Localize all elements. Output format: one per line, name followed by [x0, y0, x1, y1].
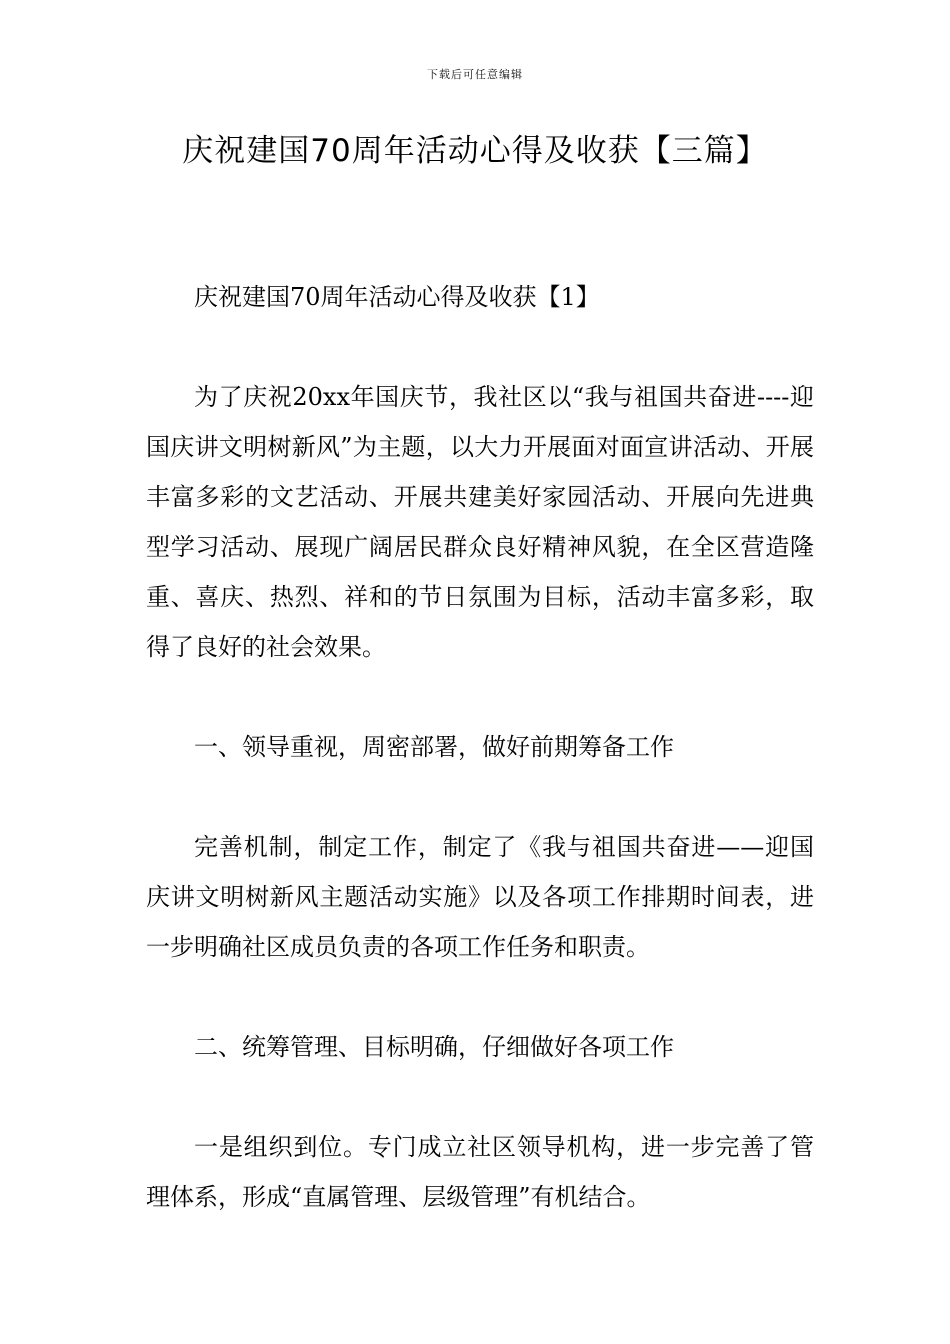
body-paragraph: 一是组织到位。专门成立社区领导机构，进一步完善了管理体系，形成“直属管理、层级管理”有机结合。 — [146, 1133, 814, 1211]
paragraph-gap — [146, 672, 814, 722]
subheading: 一、领导重视，周密部署，做好前期筹备工作 — [194, 733, 674, 761]
header-note: 下载后可任意编辑 — [427, 68, 523, 81]
subheading: 二、统筹管理、目标明确，仔细做好各项工作 — [194, 1033, 674, 1061]
document-body — [146, 272, 814, 1222]
body-paragraph: 为了庆祝20xx年国庆节，我社区以“我与祖国共奋进----迎国庆讲文明树新风”为主题，以大力开展面对面宣讲活动、开展丰富多彩的文艺活动、开展共建美好家园活动、开展向先进典型学习活动、展现广阔居民群众良好精神风貌，在全区营造隆重、喜庆、热烈、祥和的节日氛围为目标，活动丰富多彩，取得了良好的社会效果。 — [146, 383, 814, 661]
paragraph-gap — [146, 772, 814, 822]
paragraph-gap — [146, 322, 814, 372]
document-title: 庆祝建国70周年活动心得及收获【三篇】 — [182, 133, 768, 169]
section-title: 庆祝建国70周年活动心得及收获【1】 — [194, 283, 600, 311]
paragraph-gap — [146, 972, 814, 1022]
body-paragraph: 完善机制，制定工作，制定了《我与祖国共奋进——迎国庆讲文明树新风主题活动实施》以及各项工作排期时间表，进一步明确社区成员负责的各项工作任务和职责。 — [146, 833, 814, 961]
paragraph-gap — [146, 1072, 814, 1122]
